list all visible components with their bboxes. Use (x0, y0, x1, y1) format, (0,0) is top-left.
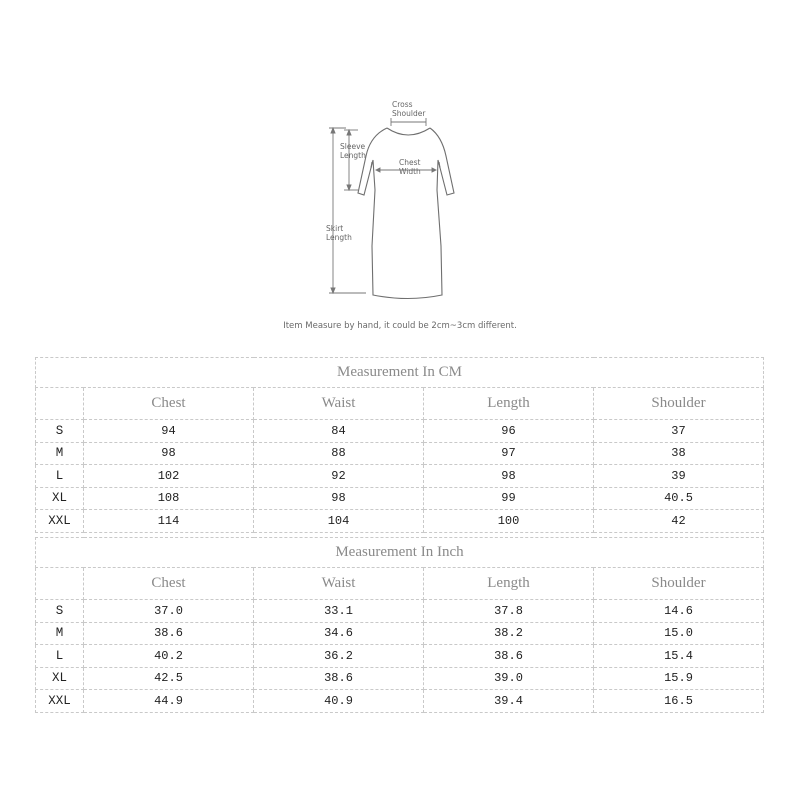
length-value: 100 (424, 510, 594, 533)
header-chest: Chest (84, 388, 254, 420)
size-label: XXL (36, 690, 84, 713)
corner-cell (36, 388, 84, 420)
table-row (36, 622, 764, 645)
header-chest: Chest (84, 568, 254, 600)
length-value: 38.2 (424, 622, 594, 645)
size-label: M (36, 442, 84, 465)
dress-measurement-diagram (0, 0, 800, 340)
shoulder-value: 38 (594, 442, 764, 465)
size-label: L (36, 465, 84, 488)
size-label: L (36, 645, 84, 668)
waist-value: 36.2 (254, 645, 424, 668)
chest-value: 102 (84, 465, 254, 488)
shoulder-value: 15.9 (594, 667, 764, 690)
length-value: 98 (424, 465, 594, 488)
table-row (36, 442, 764, 465)
label-skirt-length: Length (326, 233, 352, 242)
chest-value: 98 (84, 442, 254, 465)
label-shoulder: Shoulder (392, 109, 426, 118)
table-row (36, 645, 764, 668)
table-row (36, 420, 764, 443)
waist-value: 84 (254, 420, 424, 443)
chest-value: 114 (84, 510, 254, 533)
chest-value: 37.0 (84, 600, 254, 623)
header-length: Length (424, 388, 594, 420)
length-value: 96 (424, 420, 594, 443)
chest-value: 42.5 (84, 667, 254, 690)
table-row (36, 690, 764, 713)
label-chest: Chest (399, 158, 421, 167)
size-label: S (36, 420, 84, 443)
chest-value: 40.2 (84, 645, 254, 668)
length-value: 37.8 (424, 600, 594, 623)
waist-value: 34.6 (254, 622, 424, 645)
shoulder-value: 42 (594, 510, 764, 533)
header-length: Length (424, 568, 594, 600)
label-sleeve: Sleeve (340, 142, 366, 151)
table-row (36, 487, 764, 510)
shoulder-value: 40.5 (594, 487, 764, 510)
shoulder-value: 39 (594, 465, 764, 488)
label-skirt: Skirt (326, 224, 344, 233)
waist-value: 88 (254, 442, 424, 465)
label-cross: Cross (392, 100, 413, 109)
size-label: XXL (36, 510, 84, 533)
header-waist: Waist (254, 388, 424, 420)
header-waist: Waist (254, 568, 424, 600)
header-shoulder: Shoulder (594, 388, 764, 420)
size-label: S (36, 600, 84, 623)
table-row (36, 600, 764, 623)
length-value: 99 (424, 487, 594, 510)
length-value: 97 (424, 442, 594, 465)
waist-value: 98 (254, 487, 424, 510)
shoulder-value: 14.6 (594, 600, 764, 623)
waist-value: 104 (254, 510, 424, 533)
size-label: M (36, 622, 84, 645)
shoulder-value: 16.5 (594, 690, 764, 713)
shoulder-value: 15.4 (594, 645, 764, 668)
size-table-inch (35, 537, 764, 713)
length-value: 38.6 (424, 645, 594, 668)
size-table-cm (35, 357, 764, 533)
header-shoulder: Shoulder (594, 568, 764, 600)
chest-value: 108 (84, 487, 254, 510)
table-row (36, 667, 764, 690)
dress-outline-icon (358, 128, 454, 299)
shoulder-value: 15.0 (594, 622, 764, 645)
waist-value: 40.9 (254, 690, 424, 713)
size-label: XL (36, 667, 84, 690)
shoulder-value: 37 (594, 420, 764, 443)
measure-note: Item Measure by hand, it could be 2cm~3cm different. (283, 321, 517, 331)
size-label: XL (36, 487, 84, 510)
length-value: 39.0 (424, 667, 594, 690)
table-row (36, 510, 764, 533)
table-title: Measurement In Inch (36, 538, 764, 568)
corner-cell (36, 568, 84, 600)
label-width: Width (399, 167, 421, 176)
table-title: Measurement In CM (36, 358, 764, 388)
label-sleeve-length: Length (340, 151, 366, 160)
chest-value: 38.6 (84, 622, 254, 645)
chest-value: 94 (84, 420, 254, 443)
chest-value: 44.9 (84, 690, 254, 713)
table-row (36, 465, 764, 488)
length-value: 39.4 (424, 690, 594, 713)
waist-value: 38.6 (254, 667, 424, 690)
waist-value: 92 (254, 465, 424, 488)
waist-value: 33.1 (254, 600, 424, 623)
